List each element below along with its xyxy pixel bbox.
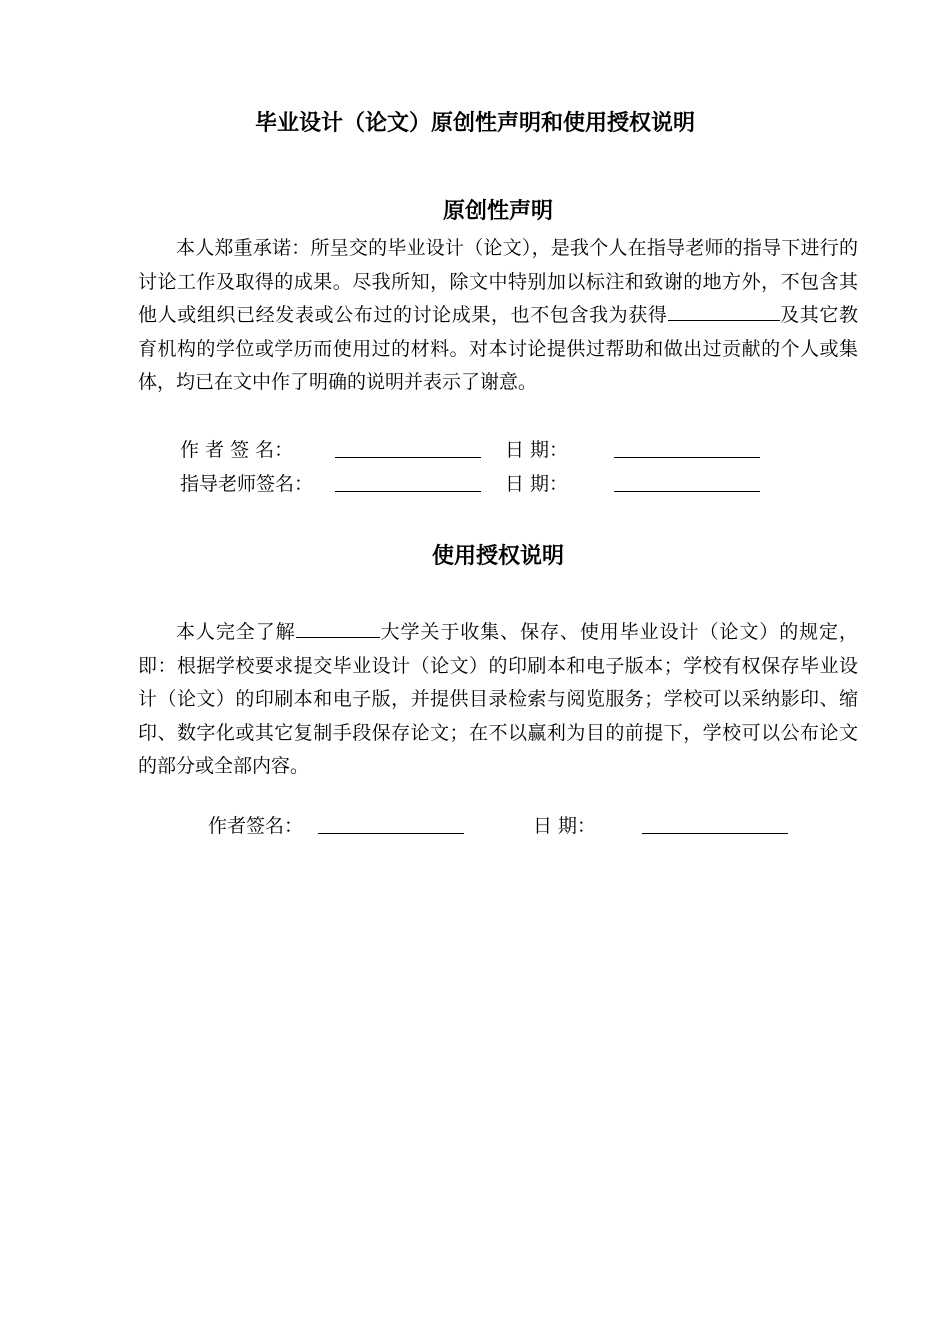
- degree-blank[interactable]: [668, 300, 780, 321]
- usage-author-signature-label: 作者签名：: [208, 815, 304, 837]
- originality-heading: 原创性声明: [442, 199, 553, 224]
- advisor-date-label: 日 期：: [505, 473, 569, 495]
- authorization-text-before: 本人完全了解: [176, 621, 296, 643]
- authorization-statement: [138, 616, 858, 784]
- originality-text-after: 及其它教育机构的学位或学历而使用过的材料。对本讨论提供过帮助和做出过贡献的个人或集体，均已在文中作了明确的说明并表示了谢意。: [138, 304, 858, 393]
- author-date-line[interactable]: [614, 435, 760, 458]
- author-signature-line[interactable]: [335, 435, 481, 458]
- author-date-label: 日 期：: [505, 439, 569, 461]
- usage-date-label: 日 期：: [533, 815, 597, 837]
- advisor-date-line[interactable]: [614, 469, 760, 492]
- advisor-signature-row: [0, 469, 950, 499]
- originality-text-before: 本人郑重承诺：所呈交的毕业设计（论文），是我个人在指导老师的指导下进行的讨论工作及取得的成果。尽我所知，除文中特别加以标注和致谢的地方外，不包含其他人或组织已经发表或公布过的讨论成果，也不包含我为获得: [138, 237, 858, 326]
- usage-date-line[interactable]: [642, 811, 788, 834]
- university-blank[interactable]: [296, 617, 380, 638]
- author-signature-label: 作 者 签 名：: [180, 439, 294, 461]
- authorization-text-after: 大学关于收集、保存、使用毕业设计（论文）的规定，即：根据学校要求提交毕业设计（论文）的印刷本和电子版本；学校有权保存毕业设计（论文）的印刷本和电子版，并提供目录检索与阅览服务；学校可以采纳影印、缩印、数字化或其它复制手段保存论文；在不以赢利为目的前提下，学校可以公布论文的部分或全部内容。: [138, 621, 858, 777]
- authorization-heading: 使用授权说明: [431, 544, 564, 569]
- usage-signature-row: [0, 811, 950, 841]
- document-title: 毕业设计（论文）原创性声明和使用授权说明: [254, 111, 695, 136]
- advisor-signature-label: 指导老师签名：: [180, 473, 314, 495]
- usage-author-signature-line[interactable]: [318, 811, 464, 834]
- author-signature-row: [0, 435, 950, 465]
- originality-statement: [138, 232, 858, 400]
- advisor-signature-line[interactable]: [335, 469, 481, 492]
